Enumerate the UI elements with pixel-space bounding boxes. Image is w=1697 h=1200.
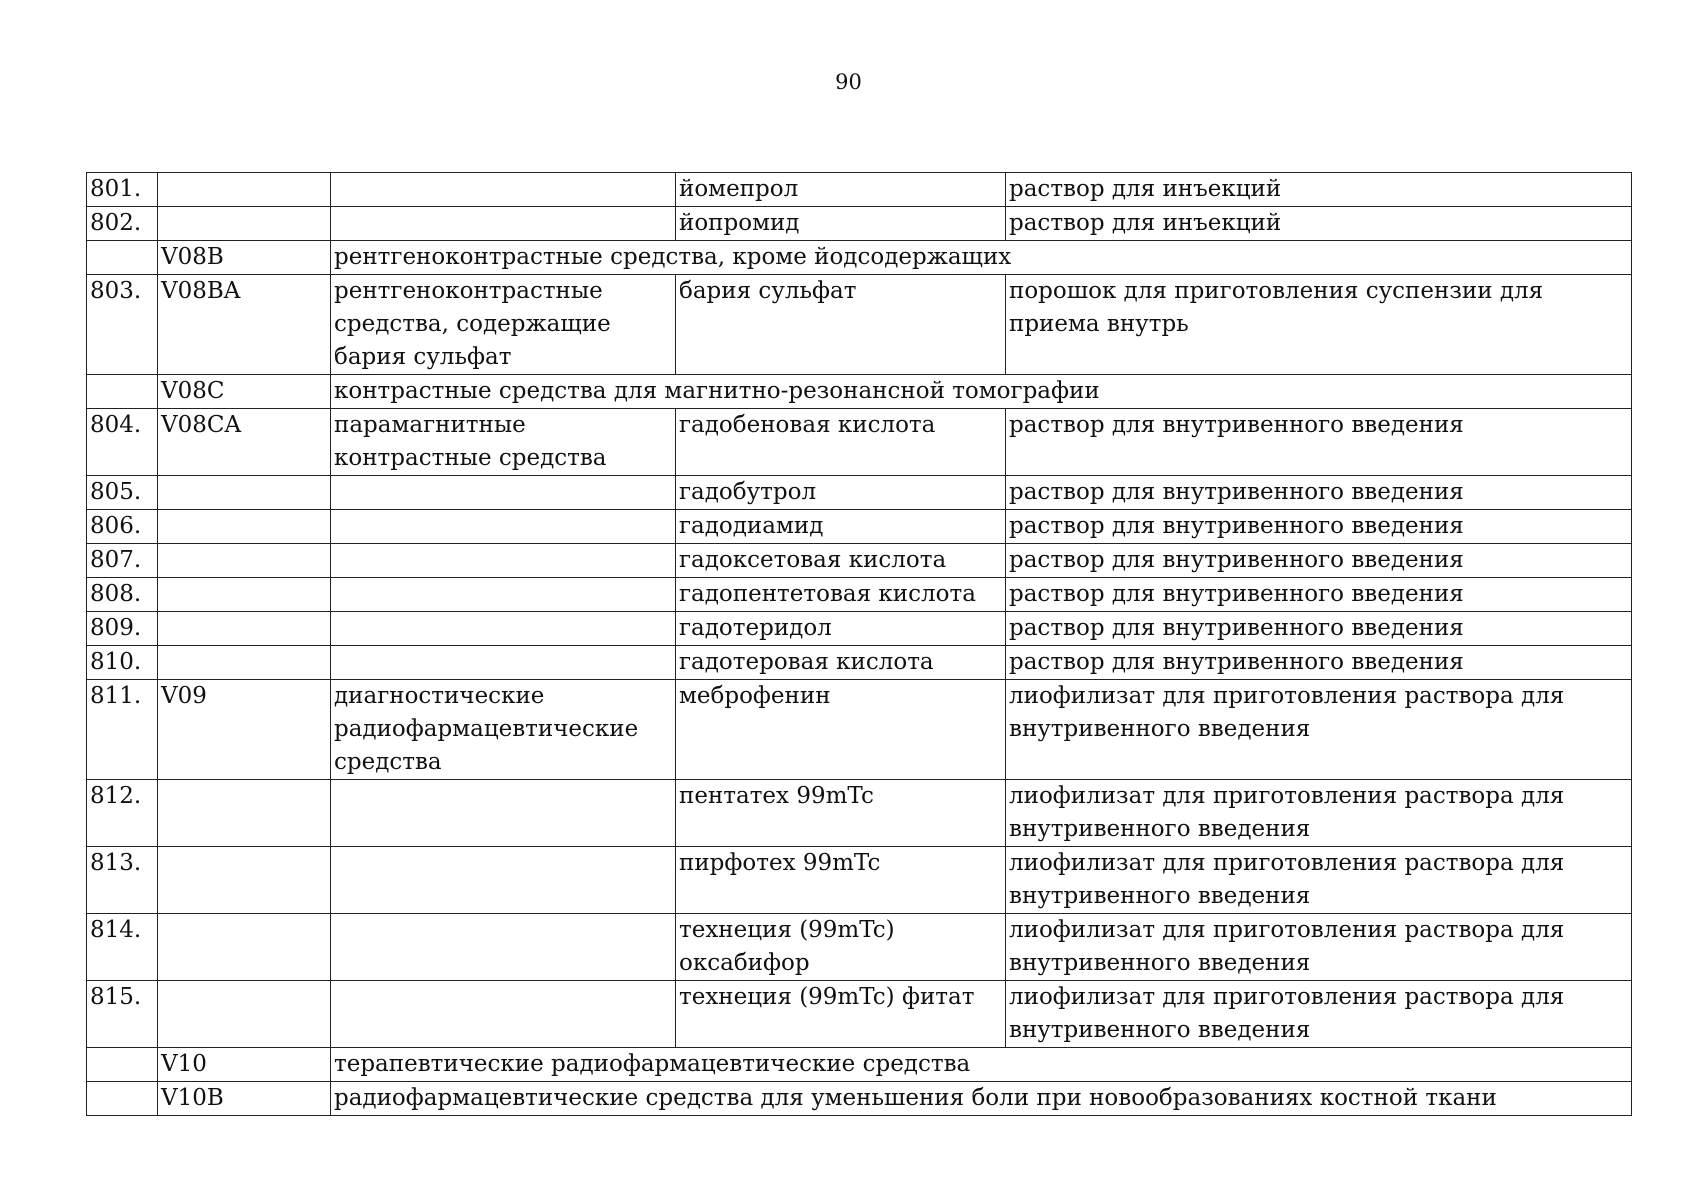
group-cell — [331, 612, 676, 646]
table-row — [87, 780, 1632, 847]
code-cell — [158, 847, 331, 914]
num-cell — [87, 375, 158, 409]
code-cell: V08BA — [158, 275, 331, 375]
num-cell: 815. — [87, 981, 158, 1048]
num-cell: 812. — [87, 780, 158, 847]
num-cell: 814. — [87, 914, 158, 981]
group-cell: рентгеноконтрастные средства, содержащие бария сульфат — [331, 275, 676, 375]
code-cell — [158, 646, 331, 680]
group-cell: терапевтические радиофармацевтические средства — [331, 1048, 1632, 1082]
code-cell — [158, 476, 331, 510]
table-row — [87, 1082, 1632, 1116]
table-row — [87, 409, 1632, 476]
code-cell — [158, 612, 331, 646]
form-cell: лиофилизат для приготовления раствора для внутривенного введения — [1006, 914, 1632, 981]
table-row — [87, 544, 1632, 578]
drug-cell: технеция (99mTc) фитат — [676, 981, 1006, 1048]
form-cell: раствор для внутривенного введения — [1006, 476, 1632, 510]
table-row — [87, 578, 1632, 612]
num-cell: 801. — [87, 173, 158, 207]
num-cell: 802. — [87, 207, 158, 241]
group-cell — [331, 981, 676, 1048]
group-cell: рентгеноконтрастные средства, кроме йодсодержащих — [331, 241, 1632, 275]
code-cell: V10B — [158, 1082, 331, 1116]
drug-cell: гадодиамид — [676, 510, 1006, 544]
table-row — [87, 241, 1632, 275]
table-row — [87, 275, 1632, 375]
num-cell: 811. — [87, 680, 158, 780]
form-cell: лиофилизат для приготовления раствора для внутривенного введения — [1006, 780, 1632, 847]
num-cell: 807. — [87, 544, 158, 578]
table-row — [87, 510, 1632, 544]
num-cell: 810. — [87, 646, 158, 680]
drug-cell: йопромид — [676, 207, 1006, 241]
code-cell — [158, 544, 331, 578]
form-cell: лиофилизат для приготовления раствора для внутривенного введения — [1006, 680, 1632, 780]
group-cell — [331, 544, 676, 578]
table-row — [87, 847, 1632, 914]
form-cell: раствор для внутривенного введения — [1006, 578, 1632, 612]
drug-cell: бария сульфат — [676, 275, 1006, 375]
page-number: 90 — [835, 70, 862, 94]
num-cell: 806. — [87, 510, 158, 544]
num-cell: 809. — [87, 612, 158, 646]
group-cell: радиофармацевтические средства для уменьшения боли при новообразованиях костной ткани — [331, 1082, 1632, 1116]
table-row — [87, 612, 1632, 646]
code-cell — [158, 207, 331, 241]
table-row — [87, 680, 1632, 780]
table-row — [87, 207, 1632, 241]
drug-cell: йомепрол — [676, 173, 1006, 207]
group-cell: диагностические радиофармацевтические средства — [331, 680, 676, 780]
num-cell — [87, 241, 158, 275]
table-row — [87, 646, 1632, 680]
table-row — [87, 981, 1632, 1048]
group-cell: парамагнитные контрастные средства — [331, 409, 676, 476]
code-cell: V09 — [158, 680, 331, 780]
table-row — [87, 476, 1632, 510]
drug-cell: пирфотех 99mTc — [676, 847, 1006, 914]
num-cell: 804. — [87, 409, 158, 476]
code-cell — [158, 578, 331, 612]
form-cell: лиофилизат для приготовления раствора для внутривенного введения — [1006, 981, 1632, 1048]
drug-table — [86, 172, 1632, 1116]
drug-cell: меброфенин — [676, 680, 1006, 780]
form-cell: порошок для приготовления суспензии для приема внутрь — [1006, 275, 1632, 375]
drug-cell: гадотеровая кислота — [676, 646, 1006, 680]
num-cell: 813. — [87, 847, 158, 914]
group-cell — [331, 578, 676, 612]
group-cell — [331, 510, 676, 544]
form-cell: раствор для внутривенного введения — [1006, 409, 1632, 476]
form-cell: раствор для внутривенного введения — [1006, 612, 1632, 646]
drug-cell: гадопентетовая кислота — [676, 578, 1006, 612]
form-cell: раствор для внутривенного введения — [1006, 646, 1632, 680]
form-cell: раствор для инъекций — [1006, 173, 1632, 207]
form-cell: раствор для инъекций — [1006, 207, 1632, 241]
num-cell — [87, 1048, 158, 1082]
group-cell — [331, 173, 676, 207]
code-cell — [158, 981, 331, 1048]
num-cell — [87, 1082, 158, 1116]
table-row — [87, 375, 1632, 409]
code-cell — [158, 780, 331, 847]
code-cell — [158, 173, 331, 207]
code-cell: V10 — [158, 1048, 331, 1082]
form-cell: лиофилизат для приготовления раствора для внутривенного введения — [1006, 847, 1632, 914]
group-cell — [331, 847, 676, 914]
code-cell: V08B — [158, 241, 331, 275]
group-cell — [331, 646, 676, 680]
code-cell: V08C — [158, 375, 331, 409]
num-cell: 803. — [87, 275, 158, 375]
code-cell — [158, 914, 331, 981]
table-row — [87, 1048, 1632, 1082]
drug-cell: гадотеридол — [676, 612, 1006, 646]
form-cell: раствор для внутривенного введения — [1006, 544, 1632, 578]
code-cell: V08CA — [158, 409, 331, 476]
group-cell — [331, 207, 676, 241]
drug-cell: пентатех 99mTc — [676, 780, 1006, 847]
drug-cell: гадобутрол — [676, 476, 1006, 510]
drug-cell: технеция (99mTc) оксабифор — [676, 914, 1006, 981]
num-cell: 805. — [87, 476, 158, 510]
code-cell — [158, 510, 331, 544]
form-cell: раствор для внутривенного введения — [1006, 510, 1632, 544]
drug-cell: гадобеновая кислота — [676, 409, 1006, 476]
group-cell — [331, 476, 676, 510]
group-cell — [331, 914, 676, 981]
group-cell — [331, 780, 676, 847]
table-row — [87, 173, 1632, 207]
num-cell: 808. — [87, 578, 158, 612]
drug-cell: гадоксетовая кислота — [676, 544, 1006, 578]
table-body — [87, 173, 1632, 1116]
group-cell: контрастные средства для магнитно-резонансной томографии — [331, 375, 1632, 409]
table-row — [87, 914, 1632, 981]
